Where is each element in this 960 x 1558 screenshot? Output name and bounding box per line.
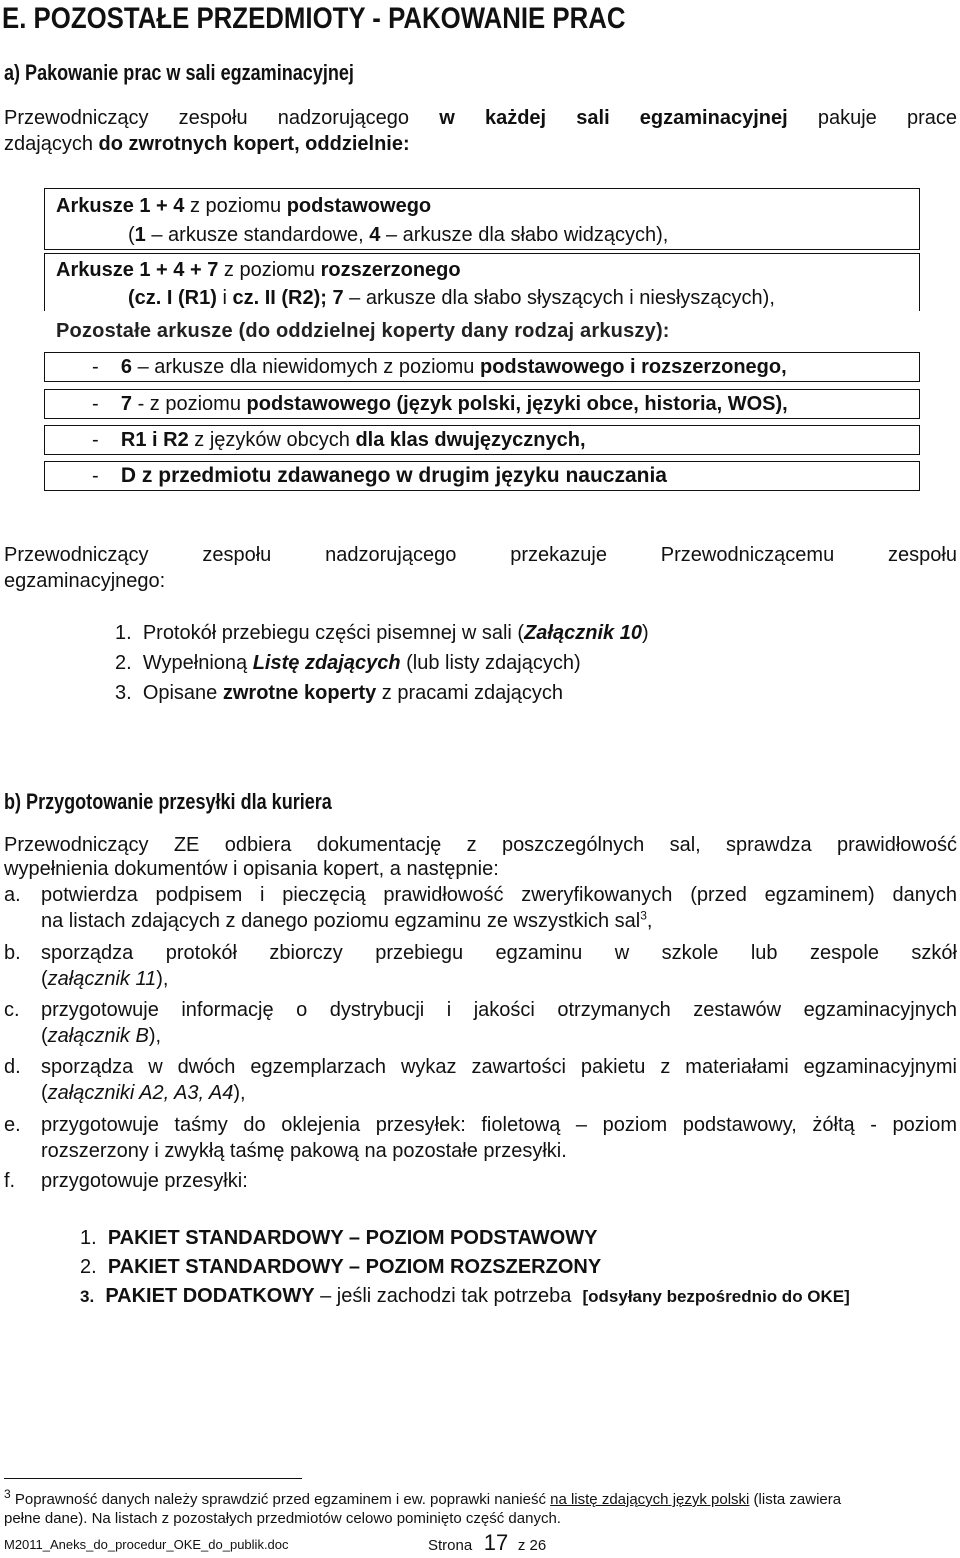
- intro-line-2: [4, 131, 410, 157]
- step-letter: e.: [4, 1114, 21, 1136]
- package-name: PAKIET STANDARDOWY – POZIOM ROZSZERZONY: [107, 1256, 602, 1278]
- step-text: ),: [233, 1082, 246, 1104]
- handover-line-1: Przewodniczący zespołu nadzorującego przekazuje Przewodniczącemu zespołu: [4, 544, 957, 566]
- item-dash: -: [92, 429, 99, 451]
- box1-text: – arkusze standardowe,: [145, 224, 370, 246]
- box2-text: i: [216, 287, 233, 309]
- item-code: D z przedmiotu zdawanego w drugim języku nauczania: [120, 464, 667, 487]
- step-letter: c.: [4, 999, 20, 1021]
- item-1: [92, 354, 787, 380]
- package-2: [80, 1254, 601, 1280]
- handover-item-3: [115, 680, 563, 706]
- item-text: z języków obcych: [188, 429, 356, 451]
- item-text: – arkusze dla niewidomych z poziomu: [132, 356, 480, 378]
- package-num: 2.: [80, 1256, 97, 1278]
- step-text: (: [41, 1025, 48, 1047]
- footer-page: [428, 1530, 546, 1556]
- step-d-line-1: sporządza w dwóch egzemplarzach wykaz zawartości pakietu z materiałami egzaminacyjnymi: [41, 1056, 957, 1078]
- page-label: Strona: [428, 1537, 473, 1554]
- box2-line1: [56, 257, 461, 283]
- intro-text-end: pakuje prace: [817, 107, 957, 129]
- box1-line2: [128, 222, 668, 248]
- list-text: Opisane: [142, 682, 223, 704]
- box2-text: z poziomu: [218, 259, 321, 281]
- box2-text: – arkusze dla słabo słyszących i niesłyszących),: [343, 287, 775, 309]
- item-4: [92, 463, 667, 489]
- step-text: ,: [646, 910, 653, 932]
- box2-part2: cz. II (R2); 7: [232, 287, 344, 309]
- list-text: z pracami zdających: [376, 682, 563, 704]
- list-num: 3.: [115, 682, 132, 704]
- footnote-underlined: na listę zdających język polski: [550, 1491, 750, 1508]
- item-2: [92, 391, 788, 417]
- step-text: ),: [156, 968, 169, 990]
- package-text: – jeśli zachodzi tak potrzeba: [314, 1285, 577, 1307]
- step-text: (: [41, 968, 48, 990]
- item-bold: podstawowego i rozszerzonego,: [479, 356, 787, 378]
- step-text: ),: [148, 1025, 162, 1047]
- box2-line2: [128, 285, 775, 311]
- item-bold: dla klas dwujęzycznych,: [355, 429, 586, 451]
- box1-text: z poziomu: [184, 195, 287, 217]
- box2-level: rozszerzonego: [320, 259, 461, 281]
- item-bold: podstawowego (język polski, języki obce, historia, WOS),: [246, 393, 788, 415]
- package-name: PAKIET STANDARDOWY – POZIOM PODSTAWOWY: [107, 1227, 598, 1249]
- package-note: [odsyłany bezpośrednio do OKE]: [582, 1287, 850, 1306]
- item-text: - z poziomu: [132, 393, 247, 415]
- step-c-line-2: [41, 1023, 161, 1049]
- list-text: ): [641, 622, 649, 644]
- item-code: 7: [120, 393, 133, 415]
- step-e-line-1: przygotowuje taśmy do oklejenia przesyłek: fioletową – poziom podstawowy, żółtą - poziom: [41, 1114, 957, 1136]
- package-name: PAKIET DODATKOWY: [105, 1285, 315, 1307]
- list-text: Protokół przebiegu części pisemnej w sali (: [142, 622, 525, 644]
- footnote-separator: [4, 1478, 302, 1479]
- step-b-line-2: [41, 966, 168, 992]
- box2-sheets: Arkusze 1 + 4 + 7: [56, 259, 219, 281]
- footnote-line-2: pełne dane). Na listach z pozostałych przedmiotów celowo pominięto część danych.: [4, 1510, 561, 1527]
- page-number: 17: [483, 1530, 509, 1555]
- item-code: 6: [120, 356, 133, 378]
- step-f-line-1: przygotowuje przesyłki:: [41, 1170, 248, 1192]
- box1-line1: [56, 193, 431, 219]
- list-num: 2.: [115, 652, 132, 674]
- step-letter: b.: [4, 942, 21, 964]
- step-text: (: [41, 1082, 48, 1104]
- footnote-line-1: [4, 1487, 957, 1510]
- list-ref: Załącznik 10: [524, 622, 642, 644]
- footnote-ref: 3: [640, 908, 647, 923]
- package-num: 1.: [80, 1227, 97, 1249]
- handover-line-2: egzaminacyjnego:: [4, 570, 166, 592]
- step-ref: załącznik B: [47, 1025, 149, 1047]
- other-sheets-label: Pozostałe arkusze (do oddzielnej koperty dany rodzaj arkuszy):: [56, 320, 670, 342]
- intro-text: zdających: [4, 133, 93, 155]
- section-b-title: b) Przygotowanie przesyłki dla kuriera: [4, 789, 332, 814]
- section-b-intro-2: wypełnienia dokumentów i opisania kopert, a następnie:: [4, 858, 499, 880]
- step-b-line-1: sporządza protokół zbiorczy przebiegu egzaminu w szkole lub zespole szkół: [41, 942, 957, 964]
- page-heading: E. POZOSTAŁE PRZEDMIOTY - PAKOWANIE PRAC: [2, 2, 626, 35]
- package-1: [80, 1225, 597, 1251]
- item-dash: -: [92, 465, 99, 487]
- box1-num: 4: [369, 224, 381, 246]
- item-3: [92, 427, 586, 453]
- footer-filename: M2011_Aneks_do_procedur_OKE_do_publik.doc: [4, 1537, 289, 1552]
- box1-text: – arkusze dla słabo widzących),: [380, 224, 669, 246]
- box1-num: 1: [134, 224, 146, 246]
- step-letter: f.: [4, 1170, 16, 1192]
- section-b-intro-1: Przewodniczący ZE odbiera dokumentację z poszczególnych sal, sprawdza prawidłowość: [4, 834, 957, 856]
- item-dash: -: [92, 393, 99, 415]
- handover-item-2: [115, 650, 581, 676]
- list-ref: Listę zdających: [252, 652, 401, 674]
- step-ref: załącznik 11: [47, 968, 157, 990]
- step-letter: d.: [4, 1056, 21, 1078]
- footnote-mark: 3: [4, 1487, 11, 1501]
- step-a-line-1: potwierdza podpisem i pieczęcią prawidłowość zweryfikowanych (przed egzaminem) danych: [41, 884, 957, 906]
- item-dash: -: [92, 356, 99, 378]
- footnote-text: (lista zawiera: [749, 1491, 842, 1508]
- intro-text: Przewodniczący zespołu nadzorującego: [4, 107, 410, 129]
- step-c-line-1: przygotowuje informację o dystrybucji i jakości otrzymanych zestawów egzaminacyjnych: [41, 999, 957, 1021]
- list-ref: zwrotne koperty: [222, 682, 377, 704]
- intro-bold: w każdej sali egzaminacyjnej: [439, 107, 788, 129]
- step-letter: a.: [4, 884, 21, 906]
- box1-sheets: Arkusze 1 + 4: [56, 195, 185, 217]
- box2-part1: (cz. I (R1): [128, 287, 217, 309]
- list-num: 1.: [115, 622, 132, 644]
- box1-paren: (: [128, 224, 135, 246]
- handover-item-1: [115, 620, 649, 646]
- box1-level: podstawowego: [286, 195, 432, 217]
- page-total: z 26: [517, 1537, 547, 1554]
- footnote-text: Poprawność danych należy sprawdzić przed egzaminem i ew. poprawki nanieść: [10, 1491, 551, 1508]
- intro-line-1: [4, 105, 957, 131]
- intro-bold: do zwrotnych kopert, oddzielnie:: [98, 133, 410, 155]
- package-num: 3.: [80, 1287, 95, 1306]
- step-text: na listach zdających z danego poziomu egzaminu ze wszystkich sal: [41, 910, 641, 932]
- step-d-line-2: [41, 1080, 246, 1106]
- list-text: (lub listy zdających): [400, 652, 581, 674]
- section-a-title: a) Pakowanie prac w sali egzaminacyjnej: [4, 60, 354, 85]
- step-a-line-2: [41, 908, 652, 934]
- item-code: R1 i R2: [120, 429, 189, 451]
- package-3: [80, 1283, 850, 1310]
- step-e-line-2: rozszerzony i zwykłą taśmę pakową na pozostałe przesyłki.: [41, 1140, 567, 1162]
- list-text: Wypełnioną: [142, 652, 253, 674]
- step-ref: załączniki A2, A3, A4: [47, 1082, 234, 1104]
